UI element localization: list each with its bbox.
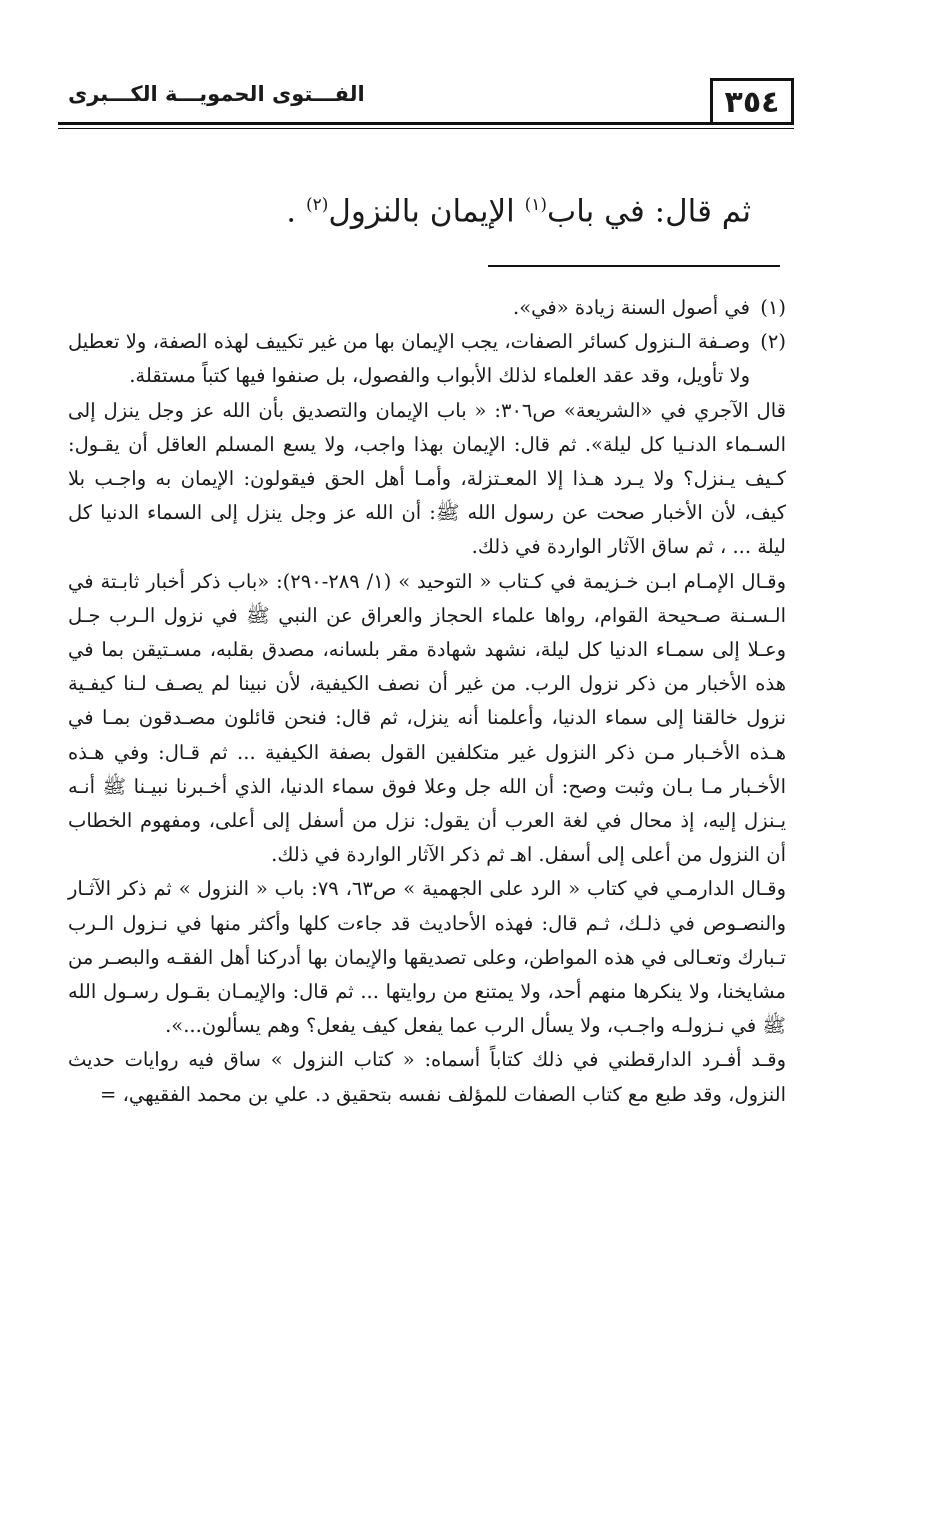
main-text-start: ثم قال: في باب: [547, 193, 751, 230]
running-title: الفـــتوى الحمويـــة الكـــبرى: [68, 82, 365, 106]
footnote-paragraph: في أصول السنة زيادة «في».: [513, 296, 750, 319]
footnote-ref-2[interactable]: (٢): [305, 195, 329, 215]
page-header: [58, 78, 794, 128]
footnote-1: [68, 291, 786, 325]
footnote-separator: [488, 265, 780, 267]
footnote-2: [68, 325, 786, 1112]
footnotes: [68, 291, 786, 1112]
footnote-number: (٢): [760, 330, 786, 354]
footnote-paragraph: وقـد أفـرد الدارقطني في ذلك كتاباً أسماه: « كتاب النزول » ساق فيه روايات حديث النزول، وقد طبع مع كتاب الصفات للمؤلف نفسه بتحقيق د. علي بن محمد الفقيهي، =: [68, 1048, 786, 1106]
footnote-paragraph: قال الآجري في «الشريعة» ص٣٠٦: « باب الإيمان والتصديق بأن الله عز وجل ينزل إلى السـماء الدنـيا كل ليلة». ثم قال: الإيمان بهذا واجب، ولا يسع المسلم العاقل أن يقـول: كـيف يـنزل؟ ولا يـرد هـذا إلا المعـتزلة، وأمـا أهل الحق فيقولون: الإيمان به واجـب بلا كيف، لأن الأخبار صحت عن رسول الله ﷺ: أن الله عز وجل ينزل إلى السماء الدنيا كل ليلة ... ، ثم ساق الآثار الواردة في ذلك.: [68, 398, 786, 559]
main-text-middle: الإيمان بالنزول: [328, 193, 525, 230]
header-rule-thin: [58, 128, 794, 129]
footnote-number: (١): [760, 296, 786, 319]
footnote-paragraph: وقـال الإمـام ابـن خـزيمة في كـتاب « التوحيد » (١/ ٢٨٩-٢٩٠): «باب ذكر أخبار ثابـتة في الـسـنة صـحيحة القوام، رواها علماء الحجاز والعراق عن النبي ﷺ في نزول الـرب جـل وعـلا إلى سمـاء الدنيا كل ليلة، نشهد شهادة مقر بلسانه، مصدق بقلبه، مسـتيقن بما في هذه الأخبار من ذكر نزول الرب. من غير أن نصف الكيفية، لأن نبينا لم يصـف لـنا كيفـية نزول خالقنا إلى سماء الدنيا، وأعلمنا أنه ينزل، ثم قال: فنحن قائلون مصـدقون بمـا في هـذه الأخـبار مـن ذكر النزول غير متكلفين القول بصفة الكيفية ... ثم قـال: وفي هـذه الأخـبار مـا بـان وثبت وصح: أن الله جل وعلا فوق سماء الدنيا، الذي أخـبرنا نبيـنا ﷺ أنـه يـنزل إليه، إذ محال في لغة العرب أن يقول: نزل من أسفل إلى أعلى، ومفهوم الخطاب أن النزول من أعلى إلى أسفل. اهـ ثم ذكر الآثار الواردة في ذلك.: [68, 569, 786, 867]
main-text-end: .: [286, 193, 306, 230]
footnote-paragraph: [68, 325, 786, 393]
page-number: ٣٥٤: [710, 78, 794, 125]
footnote-ref-1[interactable]: (١): [524, 195, 548, 215]
footnote-paragraph-text: وصـفة الـنزول كسائر الصفات، يجب الإيمان بها من غير تكييف لهذه الصفة، ولا تعطيل ولا تأويل، وقد عقد العلماء لذلك الأبواب والفصول، بل صنفوا فيها كتباً مستقلة.: [68, 330, 750, 388]
footnote-paragraph: وقـال الدارمـي في كتاب « الرد على الجهمية » ص٦٣، ٧٩: باب « النزول » ثم ذكر الآثـار والنصـوص في ذلـك، ثـم قال: فهذه الأحاديث قد جاءت كلها وأكثر منها في نـزول الـرب تـبارك وتعـالى في هذه المواطن، وعلى تصديقها والإيمان بها أدركنا أهل الفقـه والبصـر من مشايخنا، ولا ينكرها منهم أحد، ولا يمتنع من روايتها ... ثم قال: والإيمـان بقـول رسـول الله ﷺ في نـزولـه واجـب، ولا يسأل الرب عما يفعل كيف يفعل؟ وهم يسألون...».: [68, 877, 786, 1038]
header-rule: [58, 122, 794, 125]
main-text-line: [191, 180, 751, 236]
